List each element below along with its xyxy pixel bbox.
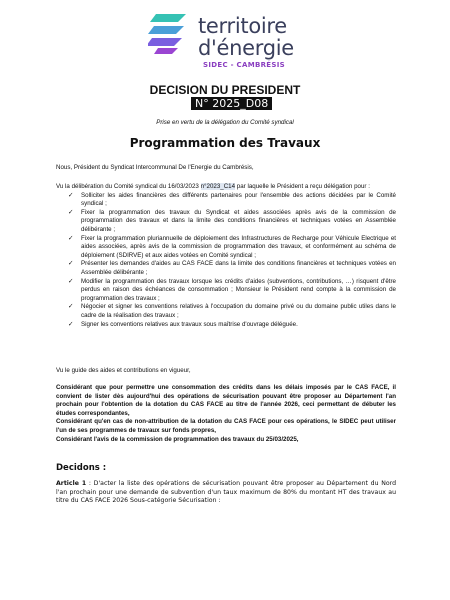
delegation-note: Prise en vertu de la délégation du Comité syndical — [156, 119, 294, 126]
check-icon: ✓ — [68, 277, 74, 285]
considerant-1: Considérant que pour permettre une consommation des crédits dans les délais imposés par le CAS FACE, il convient de lister dès aujourd'hui des opérations de sécurisation pouvant être proposer au Département l'an prochain pour l'obtention de la dotation du CAS FACE au titre de l'année 2026, ceci permettant de débuter les études correspondantes, — [56, 384, 396, 417]
delegation-list — [56, 192, 396, 330]
logo-subtitle: SIDEC - CAMBRÉSIS — [203, 61, 285, 69]
list-item-text: Fixer la programmation pluriannuelle de déploiement des Infrastructures de Recharge pour Véhicule Electrique et aides associées, après avis de la commission de programmation des travaux, et conformément au schéma de déploiement (SDIRVE) et aux aides votées en Comité syndical ; — [81, 234, 396, 259]
list-item — [56, 209, 396, 235]
list-item — [56, 192, 396, 209]
list-item-text: Fixer la programmation des travaux du Syndicat et aides associées après avis de la commission de programmation des travaux et dans la limite des conditions financières et techniques votées en Assemblée délibérante ; — [81, 208, 396, 233]
sidec-logo — [148, 10, 318, 70]
logo-line-1: territoire — [198, 14, 287, 38]
considerant-2: Considérant qu'en cas de non-attribution de la dotation du CAS FACE pour ces opérations, le SIDEC peut utiliser l'un de ses programmes de travaux sur fonds propres, — [56, 418, 396, 434]
list-item-text: Solliciter les aides financières des différents partenaires pour l'ensemble des actions décidées par le Comité syndical ; — [81, 191, 396, 208]
vu-deliberation-pre: Vu la délibération du Comité syndical du 16/03/2023 — [56, 183, 201, 190]
decision-number: N° 2025_D08 — [191, 97, 272, 110]
programme-title: Programmation des Travaux — [129, 136, 321, 150]
article-label: Article 1 — [56, 480, 87, 487]
list-item-text: Négocier et signer les conventions relatives à l'occupation du domaine privé ou du domaine public utiles dans le cadre de la réalisation des travaux ; — [81, 303, 396, 319]
logo-swoosh-icon — [148, 12, 192, 56]
vu-deliberation-text — [56, 183, 396, 192]
decidons-heading: Decidons : — [56, 463, 107, 473]
list-item — [56, 303, 396, 320]
check-icon: ✓ — [68, 234, 74, 242]
vu-deliberation-post: par laquelle le Président a reçu délégation pour : — [235, 183, 370, 190]
decision-title: DECISION DU PRESIDENT — [149, 83, 301, 97]
vu-deliberation-block — [56, 183, 396, 329]
check-icon: ✓ — [68, 260, 74, 268]
check-icon: ✓ — [68, 320, 74, 328]
list-item — [56, 278, 396, 304]
article-text: : D'acter la liste des opérations de sécurisation pouvant être proposer au Département du Nord l'an prochain pour une demande de subvention d'un taux maximum de 80% du montant HT des travaux au titre du CAS FACE 2026 Sous-catégorie Sécurisation : — [56, 480, 396, 505]
logo-line-2: d'énergie — [198, 36, 294, 60]
vu-guide-paragraph: Vu le guide des aides et contributions en vigueur, — [56, 367, 191, 374]
nous-paragraph: Nous, Président du Syndicat Intercommunal De l'Energie du Cambrésis, — [56, 164, 254, 171]
list-item — [56, 321, 396, 330]
check-icon: ✓ — [68, 191, 74, 199]
considerant-block — [56, 384, 396, 444]
check-icon: ✓ — [68, 303, 74, 311]
list-item — [56, 260, 396, 277]
article-1 — [56, 480, 396, 506]
considerant-3: Considérant l'avis de la commission de programmation des travaux du 25/03/2025, — [56, 435, 299, 443]
list-item-text: Signer les conventions relatives aux travaux sous maîtrise d'ouvrage déléguée. — [81, 320, 298, 328]
list-item-text: Modifier la programmation des travaux lorsque les crédits d'aides (subventions, contributions, …) risquent d'être perdus en raison des échéances de consommation ; Monsieur le Président rend compte à la commission de programmation des travaux ; — [81, 277, 396, 302]
list-item — [56, 235, 396, 261]
check-icon: ✓ — [68, 208, 74, 216]
list-item-text: Présenter les demandes d'aides au CAS FACE dans la limite des conditions financières et techniques votées en Assemblée délibérante ; — [81, 260, 396, 276]
deliberation-reference: n°2023_C14 — [200, 183, 236, 190]
